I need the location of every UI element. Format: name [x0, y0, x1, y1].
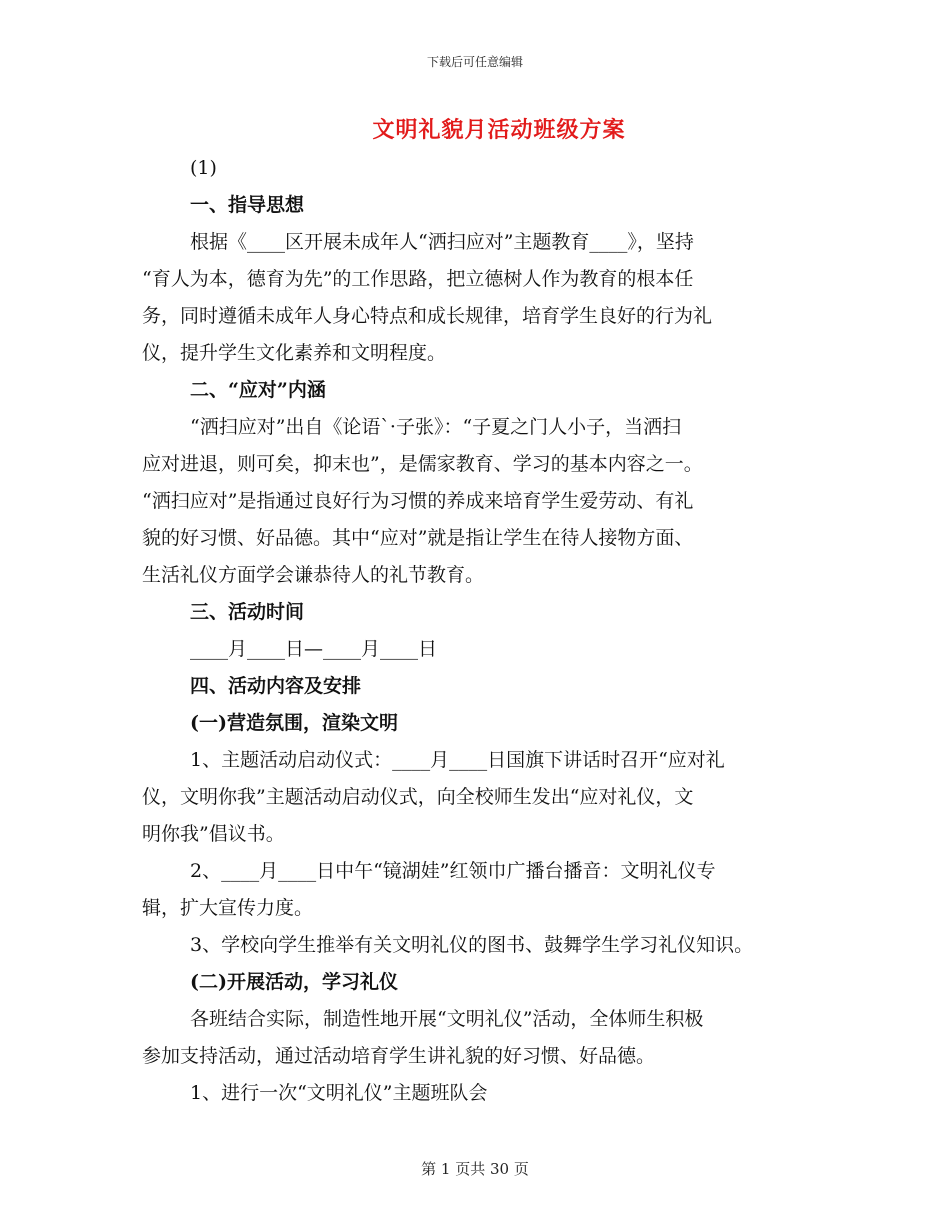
- body-line: 根据《____区开展未成年人“洒扫应对”主题教育____》，坚持: [190, 231, 694, 253]
- body-line: 仪，提升学生文化素养和文明程度。: [142, 342, 447, 364]
- body-line: 1、进行一次“文明礼仪”主题班队会: [190, 1082, 488, 1104]
- body-line: 参加支持活动，通过活动培育学生讲礼貌的好习惯、好品德。: [142, 1045, 656, 1067]
- section-heading: 二、“应对”内涵: [190, 379, 326, 401]
- body-line: 应对进退，则可矣，抑末也”，是儒家教育、学习的基本内容之一。: [142, 453, 703, 475]
- subsection-heading: (一)营造氛围，渲染文明: [190, 712, 398, 734]
- document-title: 文明礼貌月活动班级方案: [372, 117, 626, 143]
- body-line: 貌的好习惯、好品德。其中“应对”就是指让学生在待人接物方面、: [142, 527, 694, 549]
- body-line: ____月____日—____月____日: [190, 638, 438, 660]
- body-line: 仪，文明你我”主题活动启动仪式，向全校师生发出“应对礼仪，文: [142, 786, 694, 808]
- body-line: “洒扫应对”出自《论语`·子张》：“子夏之门人小子，当洒扫: [190, 416, 682, 438]
- body-line: 生活礼仪方面学会谦恭待人的礼节教育。: [142, 564, 485, 586]
- header-note: 下载后可任意编辑: [426, 55, 523, 69]
- body-line: “育人为本，德育为先”的工作思路，把立德树人作为教育的根本任: [142, 268, 694, 290]
- section-heading: 四、活动内容及安排: [190, 675, 362, 697]
- body-line: 明你我”倡议书。: [142, 823, 285, 845]
- body-line: 1、主题活动启动仪式：____月____日国旗下讲话时召开“应对礼: [190, 749, 725, 771]
- subsection-heading: (二)开展活动，学习礼仪: [190, 971, 398, 993]
- body-line: 各班结合实际，制造性地开展“文明礼仪”活动，全体师生积极: [190, 1008, 704, 1030]
- section-heading: 一、指导思想: [190, 194, 305, 216]
- section-heading: 三、活动时间: [190, 601, 305, 623]
- page-footer: 第 1 页共 30 页: [421, 1160, 529, 1178]
- body-line: 3、学校向学生推举有关文明礼仪的图书、鼓舞学生学习礼仪知识。: [190, 934, 754, 956]
- body-line: 2、____月____日中午“镜湖娃”红领巾广播台播音：文明礼仪专: [190, 860, 716, 882]
- body-line: 辑，扩大宣传力度。: [142, 897, 314, 919]
- body-line: (1): [190, 157, 217, 179]
- body-line: “洒扫应对”是指通过良好行为习惯的养成来培育学生爱劳动、有礼: [142, 490, 694, 512]
- body-line: 务，同时遵循未成年人身心特点和成长规律，培育学生良好的行为礼: [142, 305, 713, 327]
- document-body: [142, 150, 832, 1112]
